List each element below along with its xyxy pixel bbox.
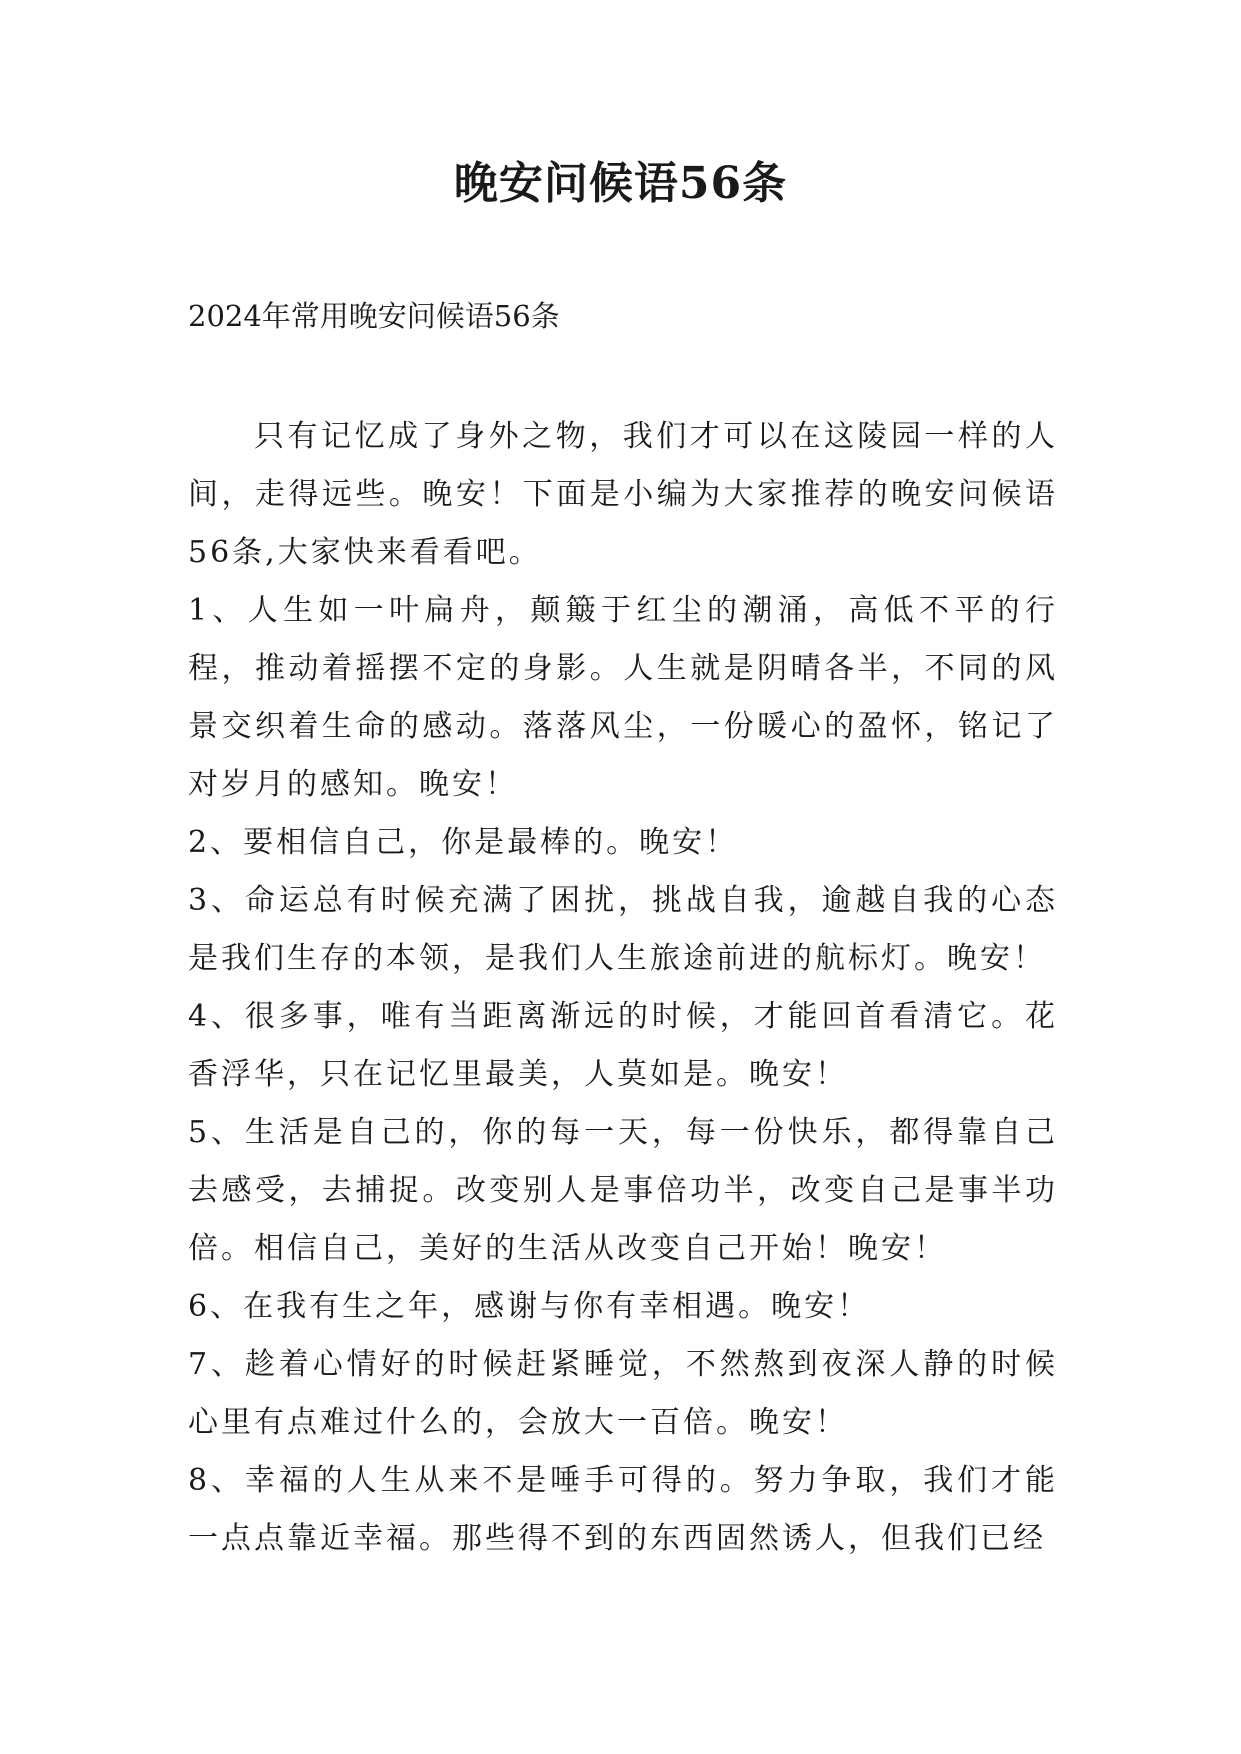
greeting-item-1: 1、人生如一叶扁舟，颠簸于红尘的潮涌，高低不平的行程，推动着摇摆不定的身影。人生就是阴晴各半，不同的风景交织着生命的感动。落落风尘，一份暖心的盈怀，铭记了对岁月的感知。晚安！ [188, 593, 1058, 802]
greeting-item-6: 6、在我有生之年，感谢与你有幸相遇。晚安！ [188, 1289, 871, 1324]
greeting-item-3: 3、命运总有时候充满了困扰，挑战自我，逾越自我的心态是我们生存的本领，是我们人生旅途前进的航标灯。晚安！ [188, 883, 1058, 976]
document-title: 晚安问候语56条 [453, 158, 788, 209]
greeting-item-8: 8、幸福的人生从来不是唾手可得的。努力争取，我们才能一点点靠近幸福。那些得不到的东西固然诱人，但我们已经 [188, 1463, 1058, 1556]
document-subtitle: 2024年常用晚安问候语56条 [188, 299, 560, 333]
intro-paragraph: 只有记忆成了身外之物，我们才可以在这陵园一样的人间，走得远些。晚安！下面是小编为大家推荐的晚安问候语56条,大家快来看看吧。 [188, 419, 1058, 570]
greeting-item-2: 2、要相信自己，你是最棒的。晚安！ [188, 825, 739, 860]
greeting-item-5: 5、生活是自己的，你的每一天，每一份快乐，都得靠自己去感受，去捕捉。改变别人是事倍功半，改变自己是事半功倍。相信自己，美好的生活从改变自己开始！晚安！ [188, 1115, 1058, 1266]
document-body [188, 408, 1058, 1568]
greeting-item-4: 4、很多事，唯有当距离渐远的时候，才能回首看清它。花香浮华，只在记忆里最美，人莫如是。晚安！ [188, 999, 1058, 1092]
greeting-item-7: 7、趁着心情好的时候赶紧睡觉，不然熬到夜深人静的时候心里有点难过什么的，会放大一百倍。晚安！ [188, 1347, 1058, 1440]
